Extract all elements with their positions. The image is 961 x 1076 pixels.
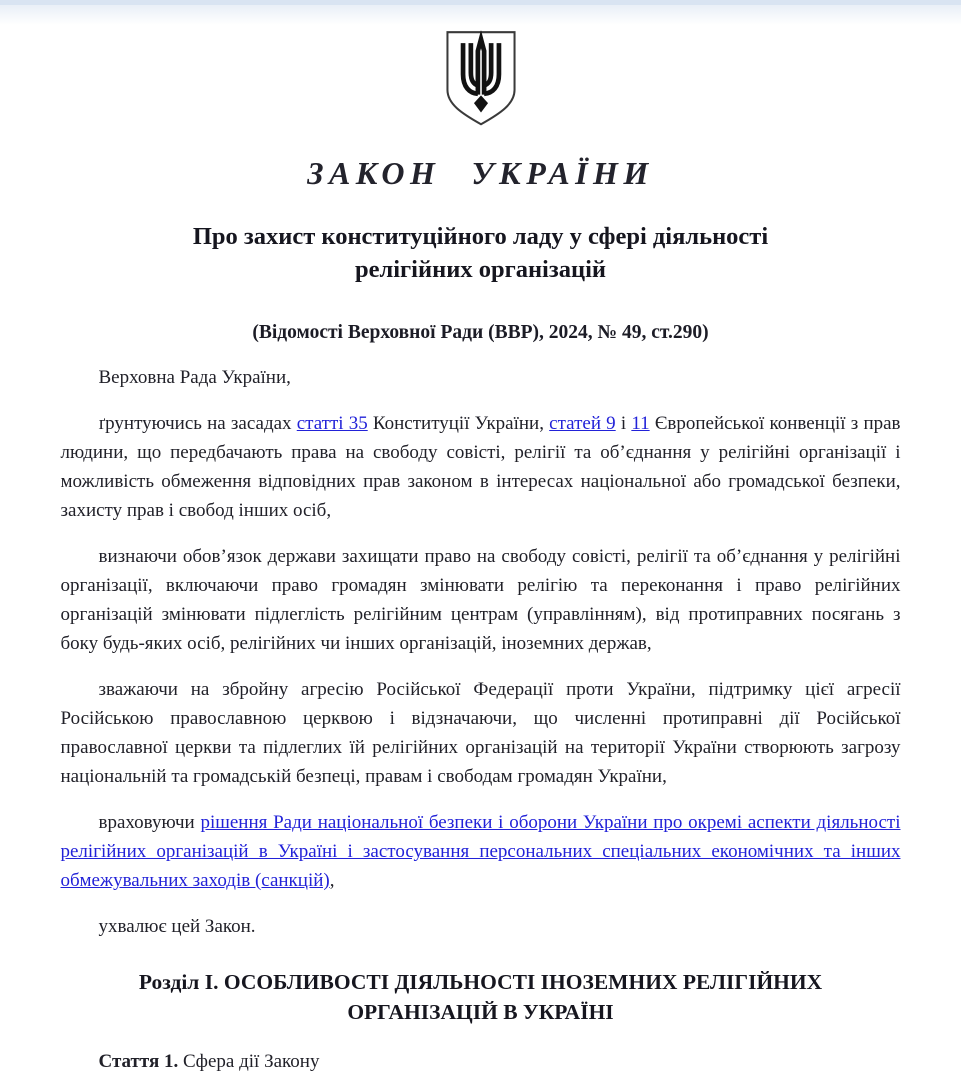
doc-type-title: ЗАКОН УКРАЇНИ: [307, 155, 654, 191]
ukraine-trident-coat-of-arms-icon: [61, 29, 901, 129]
gazette-reference: (Відомості Верховної Ради (ВВР), 2024, № 49, ст.290): [252, 322, 709, 344]
section-1-heading: Розділ I. ОСОБЛИВОСТІ ДІЯЛЬНОСТІ ІНОЗЕМНИХ РЕЛІГІЙНИХ ОРГАНІЗАЦІЙ В УКРАЇНІ: [138, 970, 823, 1025]
top-fade-band: [0, 5, 961, 25]
inline-doc-link[interactable]: 11: [631, 413, 650, 435]
text-run: Європейської конвенції з прав людини, що передбачають права на свободу совісті, релігії та об’єднання у релігійні організації і можливість обмеження відповідних прав законом в інтересах національної або громадської безпеки, захисту прав і свобод інших осіб,: [60, 413, 901, 522]
inline-doc-link[interactable]: рішення Ради національної безпеки і оборони України про окремі аспекти діяльності релігійних організацій в Україні і застосування персональних спеціальних економічних та інших обмежувальних заходів (санкцій): [60, 812, 901, 892]
paragraph-verkhovna-rada: [61, 363, 901, 392]
text-run: і: [615, 413, 632, 435]
inline-doc-link[interactable]: статті 35: [296, 413, 368, 435]
paragraph-state-duty: [61, 542, 901, 658]
law-preamble: [61, 363, 901, 941]
law-title: Про захист конституційного ладу у сфері діяльності релігійних організацій: [192, 223, 769, 284]
text-run: зважаючи на збройну агресію Російської Федерації проти України, підтримку цієї агресії Російською православною церквою і відзначаючи, що численні протиправні дії Російської православної церкви та підлеглих їй релігійних організацій на території України створюють загрозу національній та громадській безпеці, правам і свободам громадян України,: [60, 679, 901, 788]
text-run: враховуючи: [98, 812, 201, 834]
bold-run: Стаття 1.: [98, 1051, 179, 1073]
paragraph-adopts-law: [61, 912, 901, 941]
text-run: Сфера дії Закону: [178, 1051, 320, 1073]
paragraph-constitution-basis: [61, 409, 901, 525]
inline-doc-link[interactable]: статей 9: [549, 413, 616, 435]
text-run: Верховна Рада України,: [98, 367, 291, 389]
text-run: ухвалює цей Закон.: [98, 916, 256, 938]
text-run: визнаючи обов’язок держави захищати право на свободу совісті, релігії та об’єднання у релігійні організації, включаючи право громадян змінювати релігію та переконання і право релігійних організацій змінювати підлеглість релігійним центрам (управлінням), від протиправних посягань з боку будь-яких осіб, релігійних чи інших організацій, іноземних держав,: [60, 546, 901, 655]
paragraph-nsdc-decision: [61, 808, 901, 895]
law-document: [61, 29, 901, 1076]
text-run: ,: [329, 870, 335, 892]
text-run: ґрунтуючись на засадах: [98, 413, 297, 435]
text-run: Конституції України,: [367, 413, 550, 435]
article-1-heading: [61, 1047, 901, 1076]
paragraph-armed-aggression: [61, 675, 901, 791]
